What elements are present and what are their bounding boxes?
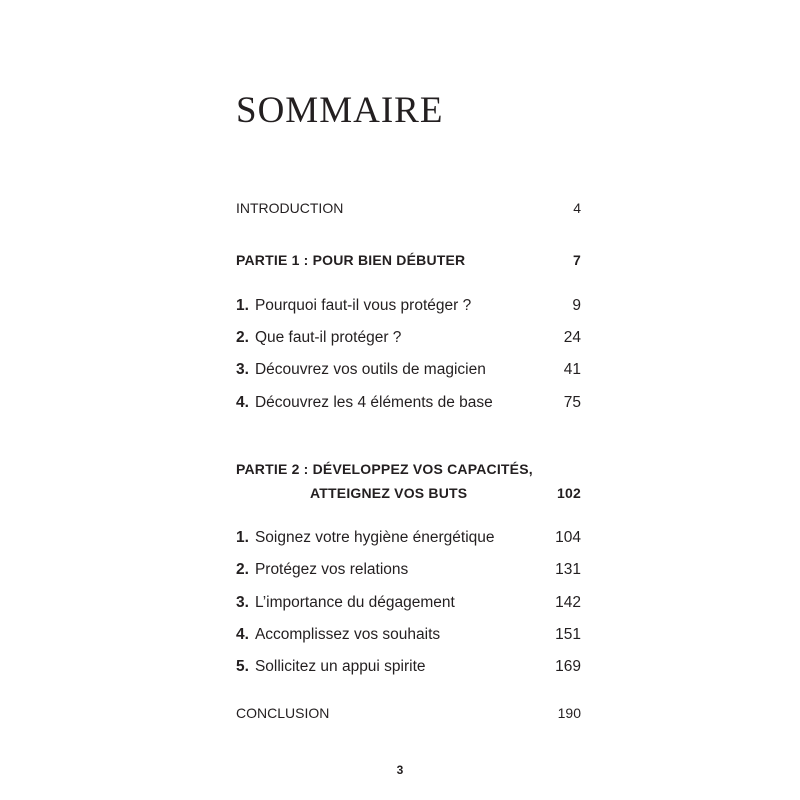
toc-entry[interactable] (236, 627, 581, 643)
toc-entry[interactable] (236, 659, 581, 675)
toc-entry[interactable] (236, 530, 581, 546)
toc-entry-page: 9 (572, 297, 581, 314)
toc-entry-number: 4. (236, 626, 249, 643)
toc-entry-label: Protégez vos relations (254, 561, 409, 578)
toc-entry[interactable] (236, 362, 581, 378)
toc-entry-page: 169 (555, 658, 581, 675)
toc-entry-label: Découvrez vos outils de magicien (254, 361, 486, 378)
toc-entry-page: 24 (563, 329, 581, 346)
toc-conclusion[interactable] (236, 706, 581, 720)
toc-entry-number: 3. (236, 361, 249, 378)
toc-part-2[interactable] (236, 462, 581, 476)
toc-introduction-page: 4 (573, 200, 581, 216)
toc-entry-number: 5. (236, 658, 249, 675)
toc-entry-label: Sollicitez un appui spirite (254, 658, 426, 675)
page-title: SOMMAIRE (236, 90, 444, 131)
toc-part-2-label-line1: PARTIE 2 : DÉVELOPPEZ VOS CAPACITÉS, (236, 461, 533, 477)
toc-entry-label: Accomplissez vos souhaits (254, 626, 441, 643)
toc-entry-page: 151 (555, 626, 581, 643)
toc-part-2-label-line2: ATTEIGNEZ VOS BUTS (310, 485, 468, 501)
toc-entry-page: 75 (563, 394, 581, 411)
toc-entry-number: 1. (236, 529, 249, 546)
toc-entry-page: 41 (563, 361, 581, 378)
toc-entry[interactable] (236, 395, 581, 411)
toc-introduction[interactable] (236, 201, 581, 215)
toc-entry-page: 142 (555, 594, 581, 611)
toc-entry-number: 2. (236, 561, 249, 578)
toc-entry-label: L’importance du dégagement (254, 594, 455, 611)
toc-entry-number: 3. (236, 594, 249, 611)
toc-entry-label: Pourquoi faut-il vous protéger ? (254, 297, 472, 314)
toc-entry[interactable] (236, 330, 581, 346)
toc-entry[interactable] (236, 595, 581, 611)
toc-entry-label: Que faut-il protéger ? (254, 329, 402, 346)
toc-entry-label: Découvrez les 4 éléments de base (254, 394, 493, 411)
toc-entry-number: 2. (236, 329, 249, 346)
toc-part-1-label: PARTIE 1 : POUR BIEN DÉBUTER (236, 252, 466, 268)
toc-part-1-page: 7 (573, 252, 581, 268)
toc-entry-page: 131 (555, 561, 581, 578)
page-number: 3 (396, 763, 404, 777)
toc-part-1[interactable] (236, 253, 581, 267)
toc-conclusion-page: 190 (557, 705, 581, 721)
toc-entry-number: 1. (236, 297, 249, 314)
toc-part-2-page-wrap (536, 486, 581, 500)
toc-entry[interactable] (236, 298, 581, 314)
toc-entry-page: 104 (555, 529, 581, 546)
toc-entry-label: Soignez votre hygiène énergétique (254, 529, 495, 546)
toc-entry[interactable] (236, 562, 581, 578)
toc-introduction-label: INTRODUCTION (236, 200, 344, 216)
toc-entry-number: 4. (236, 394, 249, 411)
toc-conclusion-label: CONCLUSION (236, 705, 330, 721)
toc-part-2-page: 102 (557, 485, 581, 501)
